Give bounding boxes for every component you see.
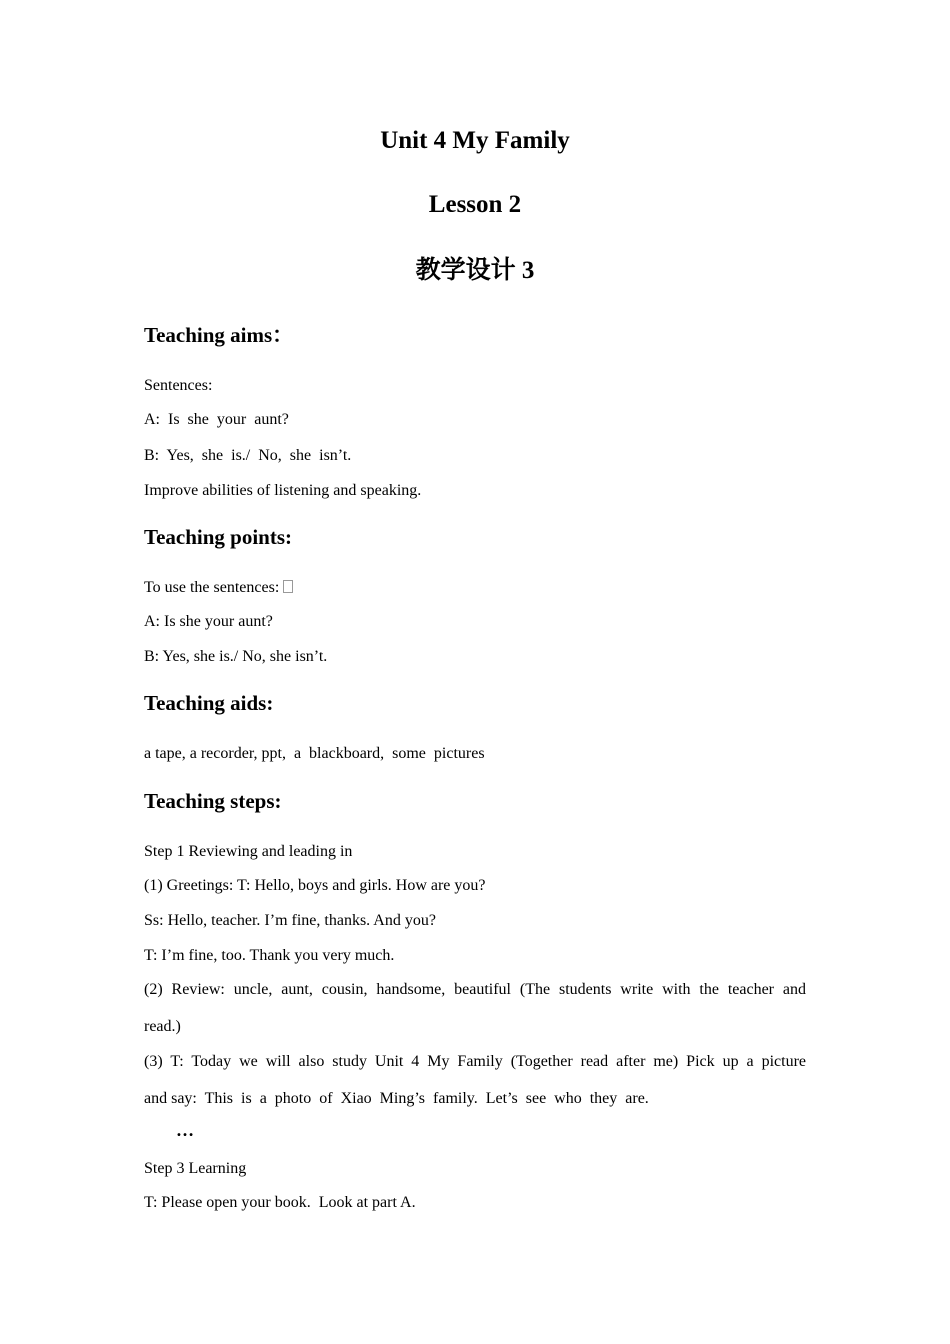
- aims-line: B: Yes, she is./ No, she isn’t.: [144, 447, 352, 464]
- points-line: To use the sentences:: [144, 578, 293, 598]
- points-line: B: Yes, she is./ No, she isn’t.: [144, 648, 328, 665]
- step-line: T: I’m fine, too. Thank you very much.: [144, 947, 395, 964]
- aims-line: Improve abilities of listening and speaking.: [144, 482, 422, 499]
- aids-heading: Teaching aids:: [144, 691, 274, 715]
- step-line: read.): [144, 1018, 181, 1035]
- step-line: and say: This is a photo of Xiao Ming’s family. Let’s see who they are.: [144, 1090, 649, 1107]
- step-heading: Step 3 Learning: [144, 1160, 247, 1177]
- aims-heading: Teaching aims：: [144, 323, 294, 347]
- aids-line: a tape, a recorder, ppt, a blackboard, some pictures: [144, 745, 485, 762]
- aims-line: Sentences:: [144, 377, 213, 394]
- unit-title: Unit 4 My Family: [380, 127, 570, 154]
- aims-line: A: Is she your aunt?: [144, 411, 289, 428]
- ellipsis: …: [176, 1120, 194, 1140]
- points-heading: Teaching points:: [144, 525, 293, 549]
- lesson-title: Lesson 2: [428, 191, 522, 218]
- step-line: (1) Greetings: T: Hello, boys and girls. How are you?: [144, 877, 486, 894]
- step-line: (3) T: Today we will also study Unit 4 My Family (Together read after me) Pick up a picture: [144, 1053, 806, 1070]
- step-line: (2) Review: uncle, aunt, cousin, handsome, beautiful (The students write with the teacher and: [144, 981, 806, 998]
- steps-heading: Teaching steps:: [144, 789, 282, 813]
- step-line: T: Please open your book. Look at part A.: [144, 1194, 416, 1211]
- step-line: Ss: Hello, teacher. I’m fine, thanks. And you?: [144, 912, 436, 929]
- design-title: 教学设计 3: [415, 257, 535, 284]
- missing-glyph-box: [283, 580, 293, 593]
- step-heading: Step 1 Reviewing and leading in: [144, 843, 353, 860]
- points-line: A: Is she your aunt?: [144, 613, 273, 630]
